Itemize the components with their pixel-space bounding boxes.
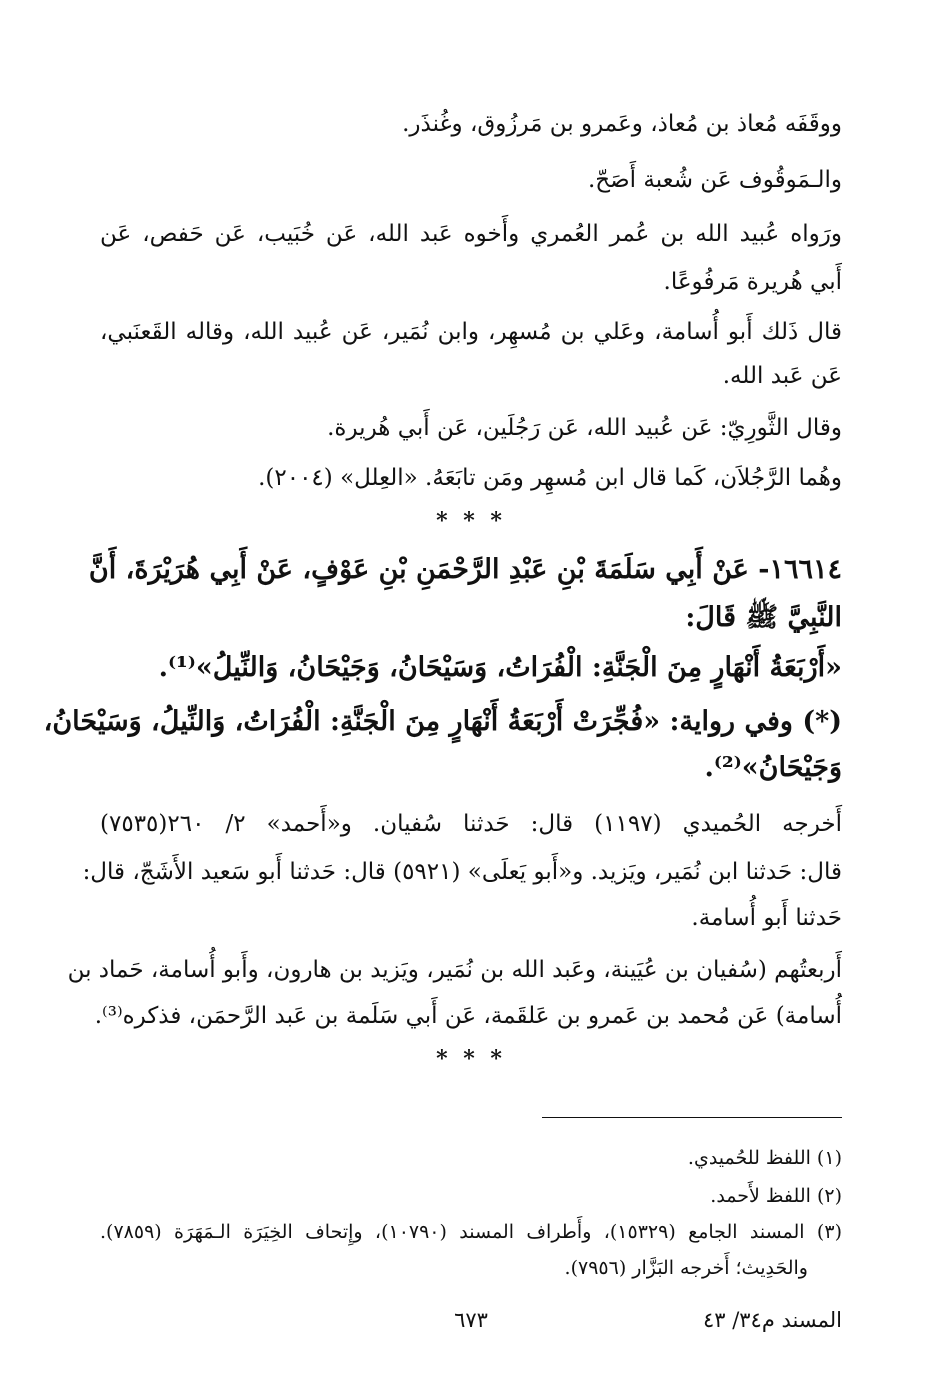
footnote: (٢) اللفظ لأَحمد. bbox=[710, 1185, 842, 1207]
hadith-line: النَّبِيَّ ﷺ قَالَ: bbox=[685, 602, 842, 633]
hadith-text: «أَرْبَعَةُ أَنْهَارٍ مِنَ الْجَنَّةِ: الْفُرَاتُ، وَسَيْحَانُ، وَجَيْحَانُ، وَالنِّيلُ»⁽¹⁾. bbox=[158, 652, 842, 683]
footnote-rule bbox=[542, 1117, 842, 1118]
paragraph-line: عَن عَبد الله. bbox=[722, 363, 842, 389]
paragraph-line: قال ذَلك أَبو أُسامة، وعَلي بن مُسهِر، وابن نُمَير، عَن عُبيد الله، وقاله القَعنَبي، bbox=[100, 319, 842, 345]
takhrij-line: قال: حَدثنا ابن نُمَير، ويَزيد. و«أَبو يَعلَى» (٥٩٢١) قال: حَدثنا أَبو سَعيد الأَشَجّ، قال: bbox=[82, 859, 842, 885]
section-separator: * * * bbox=[436, 1046, 506, 1072]
paragraph-line: وقال الثَّورِيّ: عَن عُبيد الله، عَن رَجُلَين، عَن أَبي هُريرة. bbox=[327, 415, 842, 441]
footnote: والحَدِيث؛ أَخرجه البَزَّار (٧٩٥٦). bbox=[564, 1257, 808, 1279]
signature-mark: المسند م٣٤/ ٤٣ bbox=[702, 1308, 842, 1332]
paragraph-line: والـمَوقُوف عَن شُعبة أَصَحّ. bbox=[587, 167, 842, 193]
paragraph-line: ووقَفَه مُعاذ بن مُعاذ، وعَمرو بن مَرزُوق، وغُنذَر. bbox=[402, 111, 842, 137]
paragraph-line: ورَواه عُبيد الله بن عُمر العُمري وأَخوه عَبد الله، عَن خُبَيب، عَن حَفص، عَن bbox=[100, 221, 842, 247]
footnote: (١) اللفظ للحُميدي. bbox=[687, 1147, 842, 1169]
section-separator: * * * bbox=[436, 508, 506, 534]
paragraph-line: وهُما الرَّجُلاَن، كَما قال ابن مُسهِر ومَن تابَعَهُ. «العِلل» (٢٠٠٤). bbox=[258, 465, 842, 491]
hadith-line: ١٦٦١٤- عَنْ أَبِي سَلَمَةَ بْنِ عَبْدِ الرَّحْمَنِ بْنِ عَوْفٍ، عَنْ أَبِي هُرَيْرَةَ، أَنَّ bbox=[88, 554, 842, 585]
page-number: ٦٧٣ bbox=[454, 1308, 488, 1332]
hadith-variant: وَجَيْحَانُ»⁽²⁾. bbox=[704, 752, 842, 783]
takhrij-line: أَخرجه الحُميدي (١١٩٧) قال: حَدثنا سُفيان. و«أَحمد» ٢/ ٢٦٠(٧٥٣٥) bbox=[100, 811, 843, 837]
footnote: (٣) المسند الجامع (١٥٣٢٩)، وأَطراف المسند (١٠٧٩٠)، وإِتحاف الخِيَرَة الـمَهَرَة (٧٨٥٩). bbox=[100, 1221, 842, 1243]
takhrij-line: أُسامة) عَن مُحمد بن عَمرو بن عَلقَمة، عَن أَبي سَلَمة بن عَبد الرَّحمَن، فذكره⁽³⁾. bbox=[94, 1003, 842, 1029]
hadith-variant: (*) وفي رواية: «فُجِّرَتْ أَرْبَعَةُ أَنْهَارٍ مِنَ الْجَنَّةِ: الْفُرَاتُ، وَالنِّيلُ، وَسَيْحَانُ، bbox=[43, 706, 842, 737]
takhrij-line: حَدثنا أَبو أُسامة. bbox=[691, 905, 842, 931]
paragraph-line: أَبي هُريرة مَرفُوعًا. bbox=[663, 269, 842, 295]
takhrij-line: أَربعتُهم (سُفيان بن عُيَينة، وعَبد الله بن نُمَير، ويَزيد بن هارون، وأَبو أُسامة، حَماد بن bbox=[67, 957, 842, 983]
